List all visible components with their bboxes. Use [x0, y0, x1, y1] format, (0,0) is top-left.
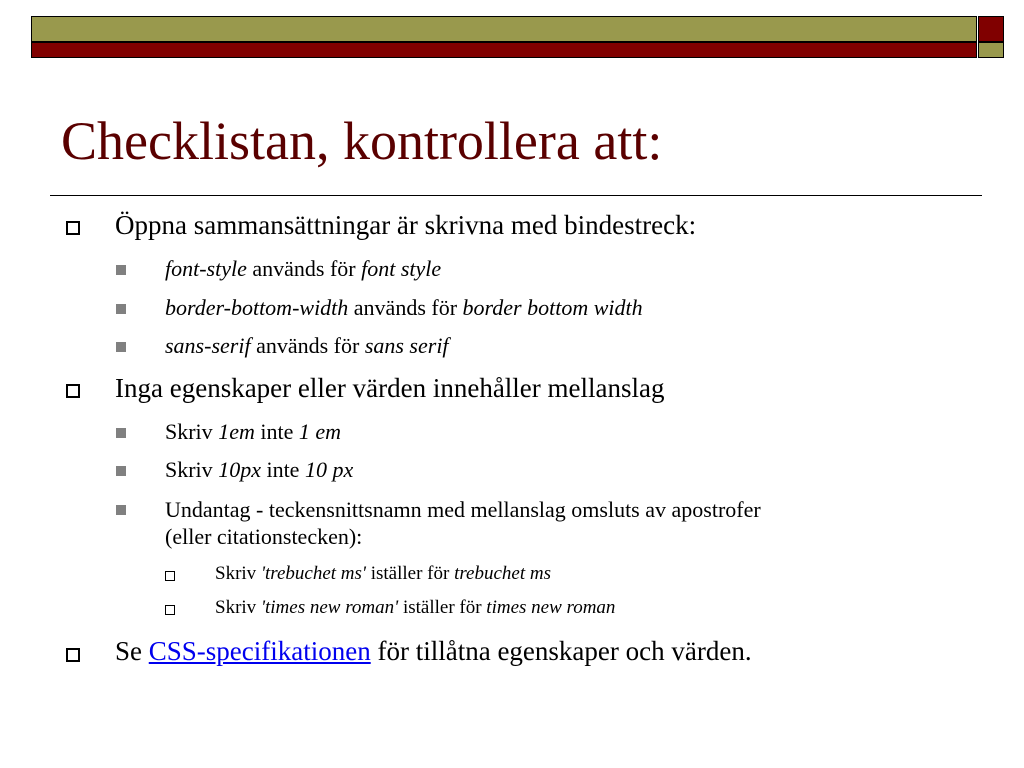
sub-bullet-exception: Undantag - teckensnittsnamn med mellanslag omsluts av apostrofer (eller citationstecken): [165, 497, 761, 549]
css-spec-link[interactable]: CSS-specifikationen [148, 636, 371, 666]
filled-square-bullet-icon [116, 428, 126, 438]
corner-square-olive [978, 42, 1004, 58]
filled-square-bullet-icon [116, 466, 126, 476]
bullet-no-spaces: Inga egenskaper eller värden innehåller mellanslag [115, 373, 665, 403]
bullet-see-spec: Se CSS-specifikationen för tillåtna egenskaper och värden. [115, 636, 752, 666]
hollow-square-bullet-icon [165, 571, 175, 581]
sub-bullet-1em: Skriv 1em inte 1 em [165, 419, 341, 444]
filled-square-bullet-icon [116, 265, 126, 275]
sub-bullet-sans-serif: sans-serif används för sans serif [165, 333, 449, 358]
sub-sub-bullet-trebuchet: Skriv 'trebuchet ms' iställer för trebuchet ms [215, 563, 552, 584]
sub-bullet-border-bottom-width: border-bottom-width används för border bottom width [165, 295, 643, 320]
filled-square-bullet-icon [116, 304, 126, 314]
sub-sub-bullet-times-new-roman: Skriv 'times new roman' iställer för times new roman [215, 597, 616, 618]
title-divider [50, 195, 982, 196]
sub-bullet-font-style: font-style används för font style [165, 256, 442, 281]
top-bar-olive [31, 16, 977, 42]
hollow-square-bullet-icon [66, 221, 80, 235]
filled-square-bullet-icon [116, 505, 126, 515]
top-bar-maroon [31, 42, 977, 58]
hollow-square-bullet-icon [165, 605, 175, 615]
slide-title: Checklistan, kontrollera att: [61, 111, 663, 171]
bullet-hyphenated-compounds: Öppna sammansättningar är skrivna med bindestreck: [115, 210, 697, 240]
sub-bullet-10px: Skriv 10px inte 10 px [165, 457, 354, 482]
hollow-square-bullet-icon [66, 384, 80, 398]
filled-square-bullet-icon [116, 342, 126, 352]
hollow-square-bullet-icon [66, 648, 80, 662]
corner-square-maroon [978, 16, 1004, 42]
